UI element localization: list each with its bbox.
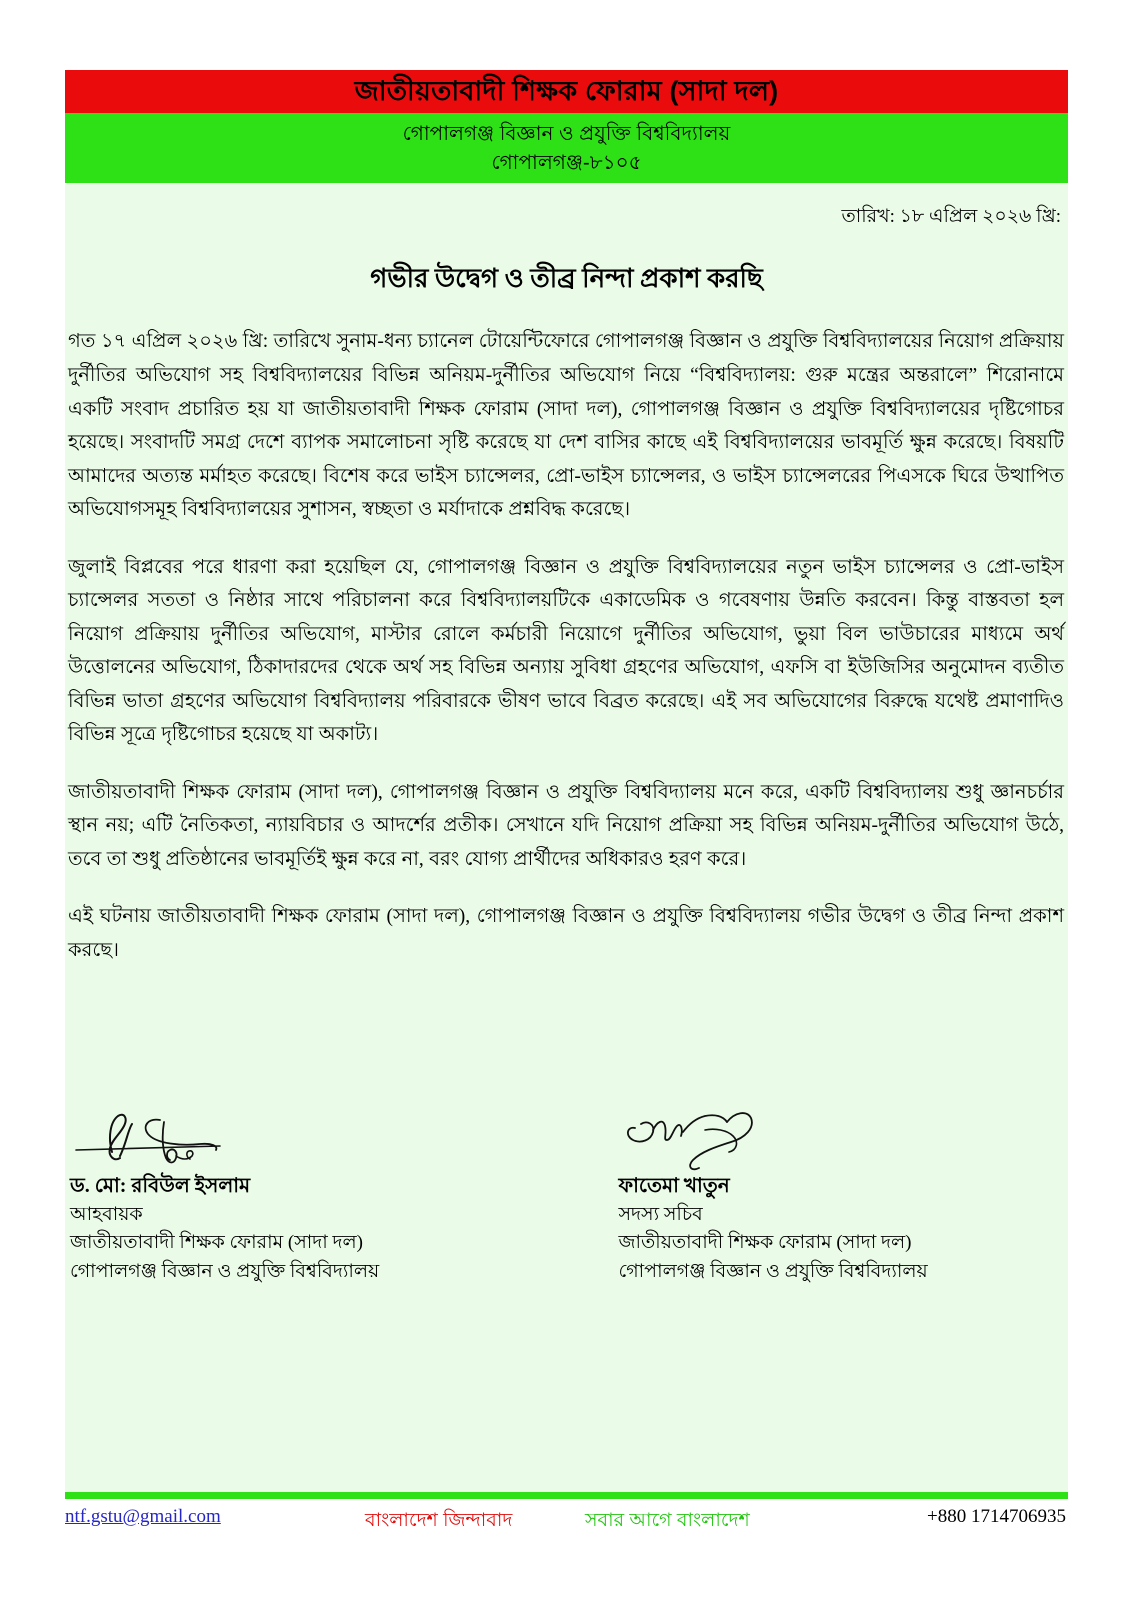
signature-member-secretary (567, 1100, 1064, 1287)
university-name: গোপালগঞ্জ বিজ্ঞান ও প্রযুক্তি বিশ্ববিদ্যালয় (402, 123, 731, 145)
footer-phone: +880 1714706935 (927, 1506, 1066, 1527)
document-body (65, 183, 1068, 1497)
signature-block (66, 1100, 1067, 1287)
university-address: গোপালগঞ্জ-৮১০৫ (491, 152, 642, 174)
paragraph: জাতীয়তাবাদী শিক্ষক ফোরাম (সাদা দল), গোপালগঞ্জ বিজ্ঞান ও প্রযুক্তি বিশ্ববিদ্যালয় মনে করে, একটি বিশ্ববিদ্যালয় শুধু জ্ঞানচর্চার স্থান নয়; এটি নৈতিকতা, ন্যায়বিচার ও আদর্শের প্রতীক। সেখানে যদি নিয়োগ প্রক্রিয়া সহ বিভিন্ন অনিয়ম-দুর্নীতির অভিযোগ উঠে, তবে তা শুধু প্রতিষ্ঠানের ভাবমূর্তিই ক্ষুন্ন করে না, বরং যোগ্য প্রার্থীদের অধিকারও হরণ করে। (68, 781, 1064, 870)
signature-name: ড. মো: রবিউল ইসলাম (70, 1174, 251, 1197)
body-text (66, 325, 1067, 967)
handwritten-signature-icon (619, 1100, 809, 1172)
paragraph: গত ১৭ এপ্রিল ২০২৬ খ্রি: তারিখে সুনাম-ধন্য চ্যানেল টোয়েন্টিফোরে গোপালগঞ্জ বিজ্ঞান ও প্রযুক্তি বিশ্ববিদ্যালয়ের নিয়োগ প্রক্রিয়ায় দুর্নীতির অভিযোগ সহ বিশ্ববিদ্যালয়ের বিভিন্ন অনিয়ম-দুর্নীতির অভিযোগ নিয়ে “বিশ্ববিদ্যালয়: গুরু মন্ত্রের অন্তরালে” শিরোনামে একটি সংবাদ প্রচারিত হয় যা জাতীয়তাবাদী শিক্ষক ফোরাম (সাদা দল), গোপালগঞ্জ বিজ্ঞান ও প্রযুক্তি বিশ্ববিদ্যালয়ের দৃষ্টিগোচর হয়েছে। সংবাদটি সমগ্র দেশে ব্যাপক সমালোচনা সৃষ্টি করেছে যা দেশ বাসির কাছে এই বিশ্ববিদ্যালয়ের ভাবমূর্তি ক্ষুন্ন করেছে। বিষয়টি আমাদের অত্যন্ত মর্মাহত করেছে। বিশেষ করে ভাইস চ্যান্সেলর, প্রো-ভাইস চ্যান্সেলর, ও ভাইস চ্যান্সেলরের পিএসকে ঘিরে উত্থাপিত অভিযোগসমূহ বিশ্ববিদ্যালয়ের সুশাসন, স্বচ্ছতা ও মর্যাদাকে প্রশ্নবিদ্ধ করেছে। (68, 331, 1064, 521)
letterhead-green-band (65, 113, 1068, 184)
email-link[interactable]: ntf.gstu@gmail.com (65, 1506, 221, 1527)
letterhead (65, 70, 1068, 184)
footer (65, 1506, 1068, 1546)
signature-convener (70, 1100, 567, 1287)
handwritten-signature-icon (70, 1100, 260, 1172)
letterhead-red-band (65, 70, 1068, 113)
signature-university: গোপালগঞ্জ বিজ্ঞান ও প্রযুক্তি বিশ্ববিদ্যালয় (70, 1260, 380, 1282)
date-line: তারিখ: ১৮ এপ্রিল ২০২৬ খ্রি: (841, 206, 1061, 227)
footer-slogan-left: বাংলাদেশ জিন্দাবাদ (365, 1510, 513, 1531)
organization-title: জাতীয়তাবাদী শিক্ষক ফোরাম (সাদা দল) (354, 76, 779, 106)
signature-organization: জাতীয়তাবাদী শিক্ষক ফোরাম (সাদা দল) (70, 1232, 363, 1254)
signature-name: ফাতেমা খাতুন (618, 1174, 730, 1197)
signature-university: গোপালগঞ্জ বিজ্ঞান ও প্রযুক্তি বিশ্ববিদ্যালয় (618, 1260, 928, 1282)
footer-divider (65, 1492, 1068, 1499)
page-title: গভীর উদ্বেগ ও তীব্র নিন্দা প্রকাশ করছি (370, 263, 763, 293)
paragraph: জুলাই বিপ্লবের পরে ধারণা করা হয়েছিল যে, গোপালগঞ্জ বিজ্ঞান ও প্রযুক্তি বিশ্ববিদ্যালয়ের নতুন ভাইস চ্যান্সেলর ও প্রো-ভাইস চ্যান্সেলর সততা ও নিষ্ঠার সাথে পরিচালনা করে বিশ্ববিদ্যালয়টিকে একাডেমিক ও গবেষণায় উন্নতি করবেন। কিন্তু বাস্তবতা হল নিয়োগ প্রক্রিয়ায় দুর্নীতির অভিযোগ, মাস্টার রোলে কর্মচারী নিয়োগে দুর্নীতির অভিযোগ, ভুয়া বিল ভাউচারের মাধ্যমে অর্থ উত্তোলনের অভিযোগ, ঠিকাদারদের থেকে অর্থ সহ বিভিন্ন অন্যায় সুবিধা গ্রহণের অভিযোগ, এফসি বা ইউজিসির অনুমোদন ব্যতীত বিভিন্ন ভাতা গ্রহণের অভিযোগ বিশ্ববিদ্যালয় পরিবারকে ভীষণ ভাবে বিব্রত করেছে। এই সব অভিযোগের বিরুদ্ধে যথেষ্ট প্রমাণাদিও বিভিন্ন সূত্রে দৃষ্টিগোচর হয়েছে যা অকাট্য। (68, 556, 1064, 746)
signature-organization: জাতীয়তাবাদী শিক্ষক ফোরাম (সাদা দল) (618, 1232, 912, 1254)
footer-slogan-right: সবার আগে বাংলাদেশ (585, 1510, 750, 1531)
signature-role: আহবায়ক (70, 1203, 143, 1225)
signature-role: সদস্য সচিব (618, 1203, 703, 1225)
paragraph: এই ঘটনায় জাতীয়তাবাদী শিক্ষক ফোরাম (সাদা দল), গোপালগঞ্জ বিজ্ঞান ও প্রযুক্তি বিশ্ববিদ্যালয় গভীর উদ্বেগ ও তীব্র নিন্দা প্রকাশ করছে। (68, 906, 1064, 961)
